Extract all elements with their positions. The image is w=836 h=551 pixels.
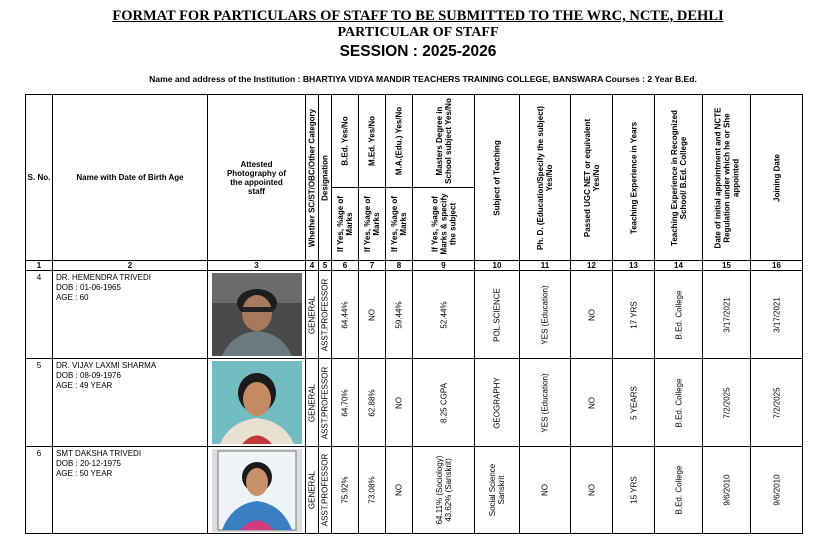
staff-dob: DOB : 20-12-1975: [56, 459, 121, 468]
staff-photo: [208, 447, 306, 534]
staff-name: DR. VIJAY LAXMI SHARMA: [56, 361, 157, 370]
row-exp-school: B.Ed. College: [655, 359, 703, 447]
staff-name: DR. HEMENDRA TRIVEDI: [56, 273, 151, 282]
row-subject: POL.SCIENCE: [475, 271, 520, 359]
row-masters: 52.44%: [413, 271, 475, 359]
row-bed: 64.44%: [332, 271, 359, 359]
row-subject: GEOGRAPHY: [475, 359, 520, 447]
row-subject: Social Science Sanskrit: [475, 447, 520, 534]
row-net: NO: [571, 359, 613, 447]
staff-photo-image: [212, 449, 302, 532]
header-masters: Masters Degree in School subject Yes/No: [413, 95, 475, 188]
row-initial: 3/17/2021: [703, 271, 751, 359]
header-masters-marks: If Yes, %age of Marks & specify the subject: [413, 188, 475, 261]
row-name-cell: [53, 271, 208, 359]
header-med: M.Ed. Yes/No: [359, 95, 386, 188]
header-ma: M.A.(Edu.) Yes/No: [386, 95, 413, 188]
document-subtitle: PARTICULAR OF STAFF: [337, 25, 499, 40]
row-initial: 7/2/2025: [703, 359, 751, 447]
staff-age: AGE : 60: [56, 293, 89, 302]
staff-photo: [208, 359, 306, 447]
row-ma: NO: [386, 359, 413, 447]
row-exp-school: B.Ed. College: [655, 447, 703, 534]
staff-photo: [208, 271, 306, 359]
row-designation: ASST.PROFESSOR: [319, 447, 332, 534]
row-ma: 59.44%: [386, 271, 413, 359]
row-designation: ASST.PROFESSOR: [319, 271, 332, 359]
row-category: GENERAL: [306, 359, 319, 447]
row-net: NO: [571, 271, 613, 359]
header-photo: Attested Photography of the appointed staff: [208, 95, 306, 261]
row-category: GENERAL: [306, 271, 319, 359]
row-sno: 4: [26, 271, 53, 359]
row-phd: YES (Education): [520, 271, 571, 359]
header-bed: B.Ed. Yes/No: [332, 95, 359, 188]
row-joining: 3/17/2021: [751, 271, 803, 359]
header-teaching-exp-school: Teaching Experience in Recognized School/ B.Ed. College: [655, 95, 703, 261]
row-bed: 75.92%: [332, 447, 359, 534]
row-med: 73.08%: [359, 447, 386, 534]
row-name-cell: [53, 359, 208, 447]
row-sno: 5: [26, 359, 53, 447]
table-row: [26, 359, 803, 447]
institution-line: Name and address of the Institution : BHARTIYA VIDYA MANDIR TEACHERS TRAINING COLLEGE, BANSWARA Courses : 2 Year B.Ed.: [149, 74, 697, 84]
document-title: FORMAT FOR PARTICULARS OF STAFF TO BE SUBMITTED TO THE WRC, NCTE, DEHLI: [112, 8, 724, 24]
header-teaching-exp: Teaching Experience in Years: [613, 95, 655, 261]
row-med: NO: [359, 271, 386, 359]
row-joining: 7/2/2025: [751, 359, 803, 447]
header-designation: Designation: [319, 95, 332, 261]
row-initial: 9/6/2010: [703, 447, 751, 534]
header-net: Passed UGC NET or equivalent Yes/No: [571, 95, 613, 261]
row-designation: ASST.PROFESSOR: [319, 359, 332, 447]
table-row: [26, 447, 803, 534]
staff-name: SMT DAKSHA TRIVEDI: [56, 449, 142, 458]
staff-photo-image: [212, 273, 302, 356]
row-ma: NO: [386, 447, 413, 534]
row-phd: NO: [520, 447, 571, 534]
header-sno: S. No.: [26, 95, 53, 261]
staff-photo-image: [212, 361, 302, 444]
row-category: GENERAL: [306, 447, 319, 534]
header-initial-appointment: Date of initial appointment and NCTE Regulation under which he or She appointed: [703, 95, 751, 261]
row-net: NO: [571, 447, 613, 534]
staff-age: AGE : 49 YEAR: [56, 381, 113, 390]
column-number-row: 1 2 3 4 5 6 7 8 9 10 11 12 13 14 15 16: [26, 261, 803, 271]
header-category: Whether SC/ST/OBC/Other Category: [306, 95, 319, 261]
table-row: [26, 271, 803, 359]
header-phd: Ph. D. (Education/Specify the subject) Yes/No: [520, 95, 571, 261]
row-exp-school: B.Ed. College: [655, 271, 703, 359]
header-ma-marks: If Yes, %age of Marks: [386, 188, 413, 261]
header-med-marks: If Yes, %age of Marks: [359, 188, 386, 261]
staff-age: AGE : 50 YEAR: [56, 469, 113, 478]
row-sno: 6: [26, 447, 53, 534]
row-exp: 5 YEARS: [613, 359, 655, 447]
header-name: Name with Date of Birth Age: [53, 95, 208, 261]
header-joining: Joining Date: [751, 95, 803, 261]
row-phd: YES (Education): [520, 359, 571, 447]
row-bed: 64.70%: [332, 359, 359, 447]
header-bed-marks: If Yes, %age of Marks: [332, 188, 359, 261]
row-name-cell: [53, 447, 208, 534]
row-joining: 9/6/2010: [751, 447, 803, 534]
header-subject: Subject of Teaching: [475, 95, 520, 261]
row-exp: 17 YRS: [613, 271, 655, 359]
row-med: 62.88%: [359, 359, 386, 447]
row-masters: 64.11% (Sociology) 43.62% (Sanskrit): [413, 447, 475, 534]
staff-dob: DOB : 01-06-1965: [56, 283, 121, 292]
row-masters: 8.25 CGPA: [413, 359, 475, 447]
staff-dob: DOB : 08-09-1976: [56, 371, 121, 380]
row-exp: 15 YRS: [613, 447, 655, 534]
session-label: SESSION : 2025-2026: [339, 43, 497, 60]
staff-table: [25, 94, 803, 534]
